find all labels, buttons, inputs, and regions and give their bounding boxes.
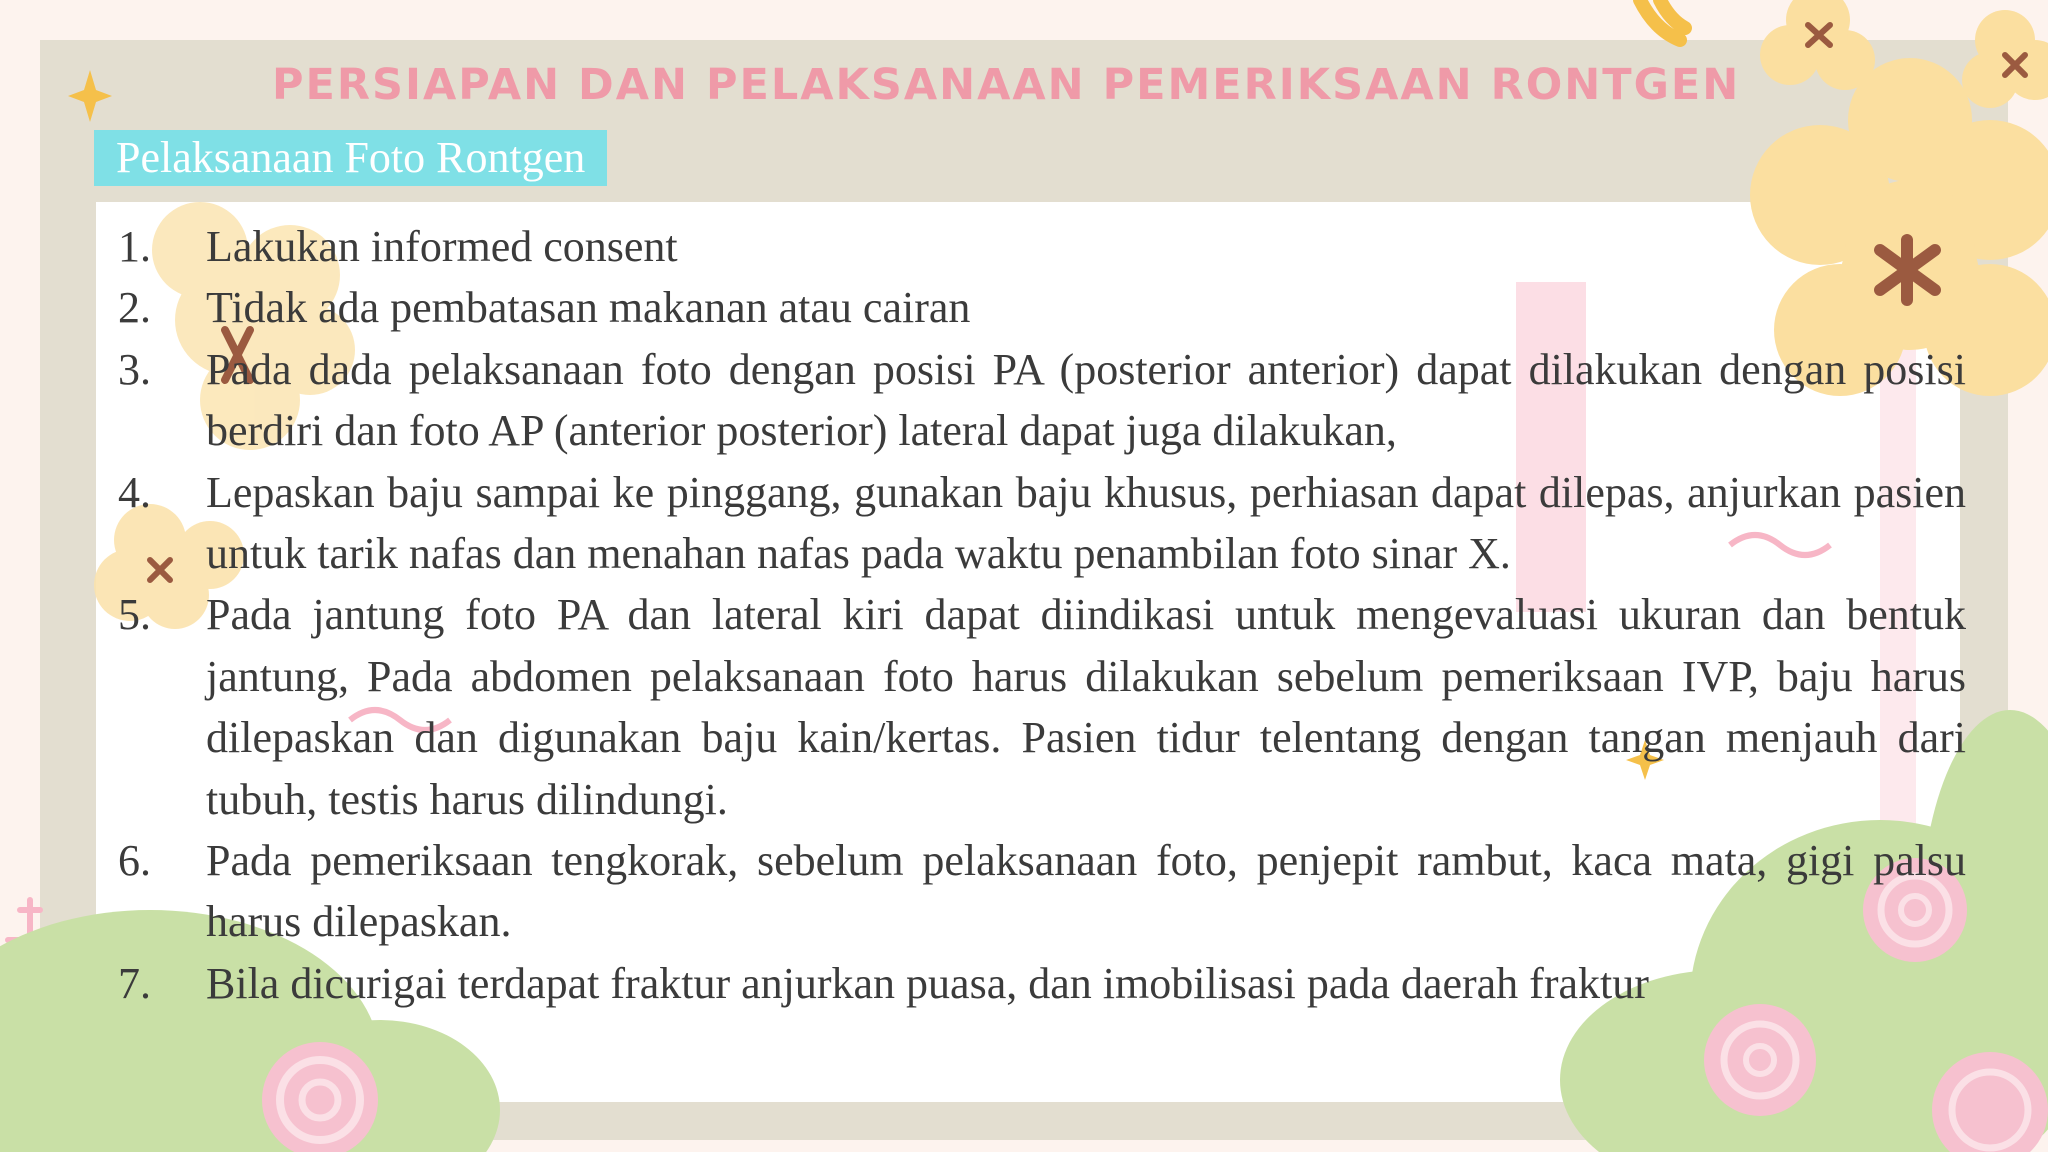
section-subtitle: Pelaksanaan Foto Rontgen xyxy=(94,130,607,186)
step-number: 6. xyxy=(118,836,151,886)
step-number: 2. xyxy=(118,283,151,333)
list-item xyxy=(118,584,1966,830)
list-item xyxy=(118,953,1966,1014)
slide-title: PERSIAPAN DAN PELAKSANAAN PEMERIKSAAN RONTGEN xyxy=(272,60,1741,110)
list-item xyxy=(118,339,1966,462)
step-text: Pada jantung foto PA dan lateral kiri dapat diindikasi untuk mengevaluasi ukuran dan bentuk jantung, Pada abdomen pelaksanaan foto harus dilakukan sebelum pemeriksaan IVP, baju harus dilepaskan dan digunakan baju kain/kertas. Pasien tidur telentang dengan tangan menjauh dari tubuh, testis harus dilindungi. xyxy=(206,590,1966,824)
step-text: Lepaskan baju sampai ke pinggang, gunakan baju khusus, perhiasan dapat dilepas, anjurkan pasien untuk tarik nafas dan menahan nafas pada waktu penambilan foto sinar X. xyxy=(206,467,1966,579)
step-text: Pada pemeriksaan tengkorak, sebelum pelaksanaan foto, penjepit rambut, kaca mata, gigi palsu harus dilepaskan. xyxy=(206,836,1966,947)
list-item xyxy=(118,277,1966,338)
list-item xyxy=(118,462,1966,585)
step-number: 3. xyxy=(118,344,151,394)
step-text: Lakukan informed consent xyxy=(206,222,678,271)
step-text: Bila dicurigai terdapat fraktur anjurkan puasa, dan imobilisasi pada daerah fraktur xyxy=(206,958,1649,1008)
steps-list xyxy=(118,216,1966,1014)
list-item xyxy=(118,216,1966,277)
step-number: 5. xyxy=(118,590,151,640)
step-number: 1. xyxy=(118,222,151,271)
step-number: 4. xyxy=(118,467,151,517)
sparkle-icon xyxy=(68,70,112,122)
list-item xyxy=(118,830,1966,953)
petal-accent-icon xyxy=(1640,0,1685,40)
step-text: Pada dada pelaksanaan foto dengan posisi PA (posterior anterior) dapat dilakukan dengan posisi berdiri dan foto AP (anterior posterior) lateral dapat juga dilakukan, xyxy=(206,344,1966,456)
step-number: 7. xyxy=(118,958,151,1008)
step-text: Tidak ada pembatasan makanan atau cairan xyxy=(206,283,971,333)
